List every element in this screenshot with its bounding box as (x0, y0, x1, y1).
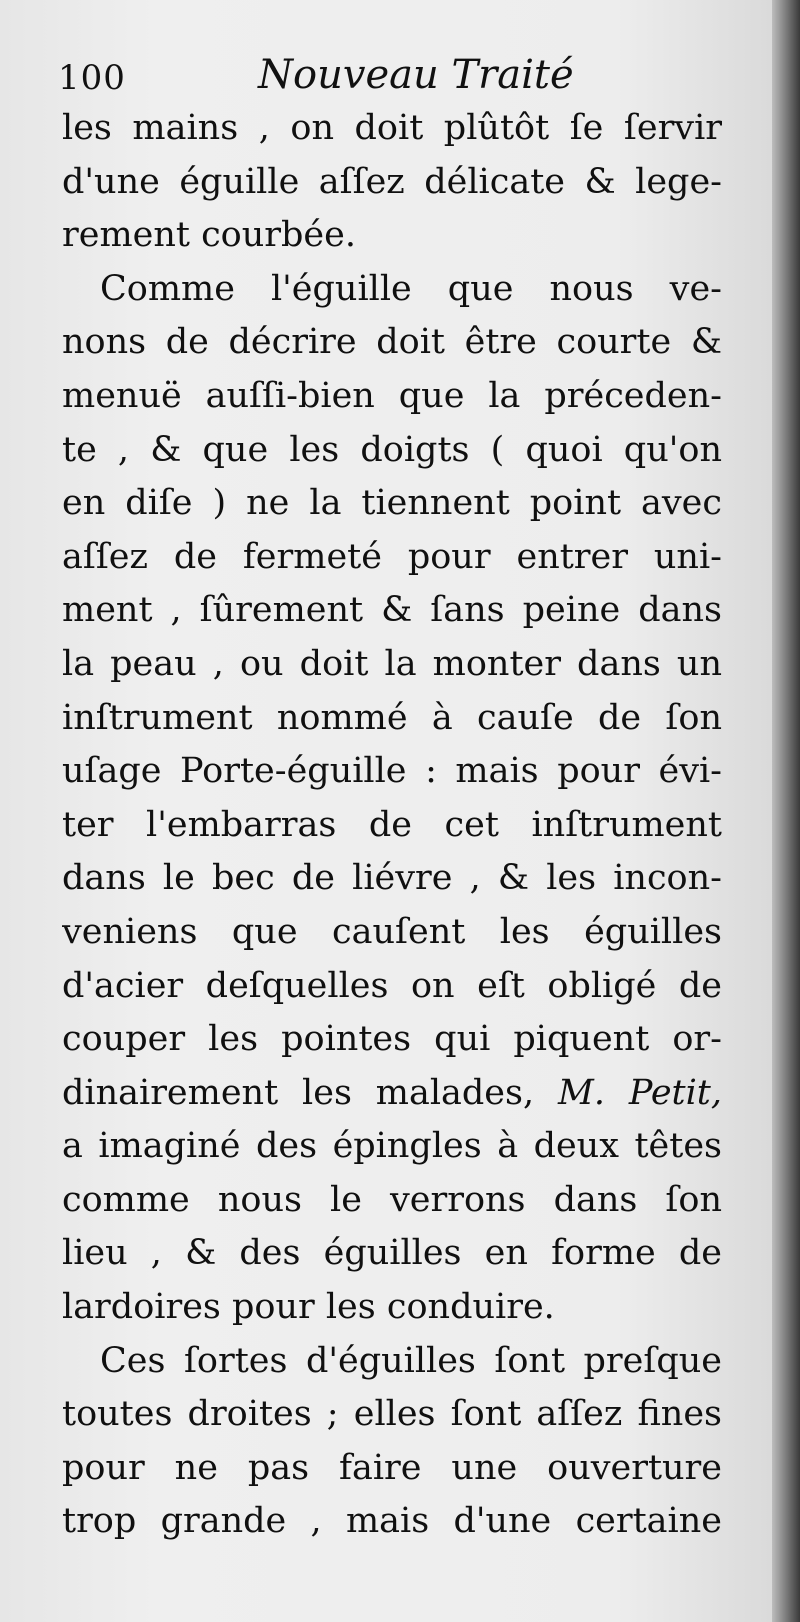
text-line: aſſez de fermeté pour entrer uni- (62, 536, 722, 577)
page-number: 100 (58, 58, 126, 98)
text-line: lardoires pour les conduire. (62, 1287, 555, 1328)
text-line: ment , ſûrement & ſans peine dans (62, 590, 722, 631)
text-segment: dinairement les malades, (62, 1072, 535, 1113)
text-line: inſtrument nommé à cauſe de ſon (62, 697, 722, 738)
page-header (58, 52, 678, 102)
paragraph-start-line: Comme l'éguille que nous ve- (100, 268, 722, 309)
body-text (62, 102, 722, 1549)
text-line: rement courbée. (62, 215, 356, 256)
text-line: en diſe ) ne la tiennent point avec (62, 483, 722, 524)
text-line: menuë auſſi-bien que la préceden- (62, 375, 722, 416)
text-line: d'une éguille aſſez délicate & lege- (62, 161, 722, 202)
text-line: uſage Porte-éguille : mais pour évi- (62, 751, 722, 792)
running-title: Nouveau Traité (258, 52, 574, 98)
italic-name: M. Petit, (558, 1072, 722, 1113)
text-line: te , & que les doigts ( quoi qu'on (62, 429, 722, 470)
paragraph-start-line: Ces ſortes d'éguilles ſont preſque (100, 1340, 722, 1381)
text-line: trop grande , mais d'une certaine (62, 1501, 722, 1542)
text-line: dans le bec de liévre , & les incon- (62, 858, 722, 899)
text-line: comme nous le verrons dans ſon (62, 1179, 722, 1220)
text-line: toutes droites ; elles ſont aſſez fines (62, 1394, 722, 1435)
text-line: lieu , & des éguilles en forme de (62, 1233, 722, 1274)
text-line: a imaginé des épingles à deux têtes (62, 1126, 722, 1167)
text-line: nons de décrire doit être courte & (62, 322, 722, 363)
text-line: les mains , on doit plûtôt ſe ſervir (62, 108, 722, 148)
page-edge-shadow (772, 0, 800, 1622)
text-line: la peau , ou doit la monter dans un (62, 643, 722, 684)
text-line: pour ne pas faire une ouverture (62, 1447, 722, 1488)
text-line-with-name (62, 1067, 722, 1121)
text-line: ter l'embarras de cet inſtrument (62, 804, 722, 845)
text-line: veniens que cauſent les éguilles (62, 911, 722, 952)
text-line: d'acier deſquelles on eſt obligé de (62, 965, 722, 1006)
text-line: couper les pointes qui piquent or- (62, 1019, 722, 1060)
